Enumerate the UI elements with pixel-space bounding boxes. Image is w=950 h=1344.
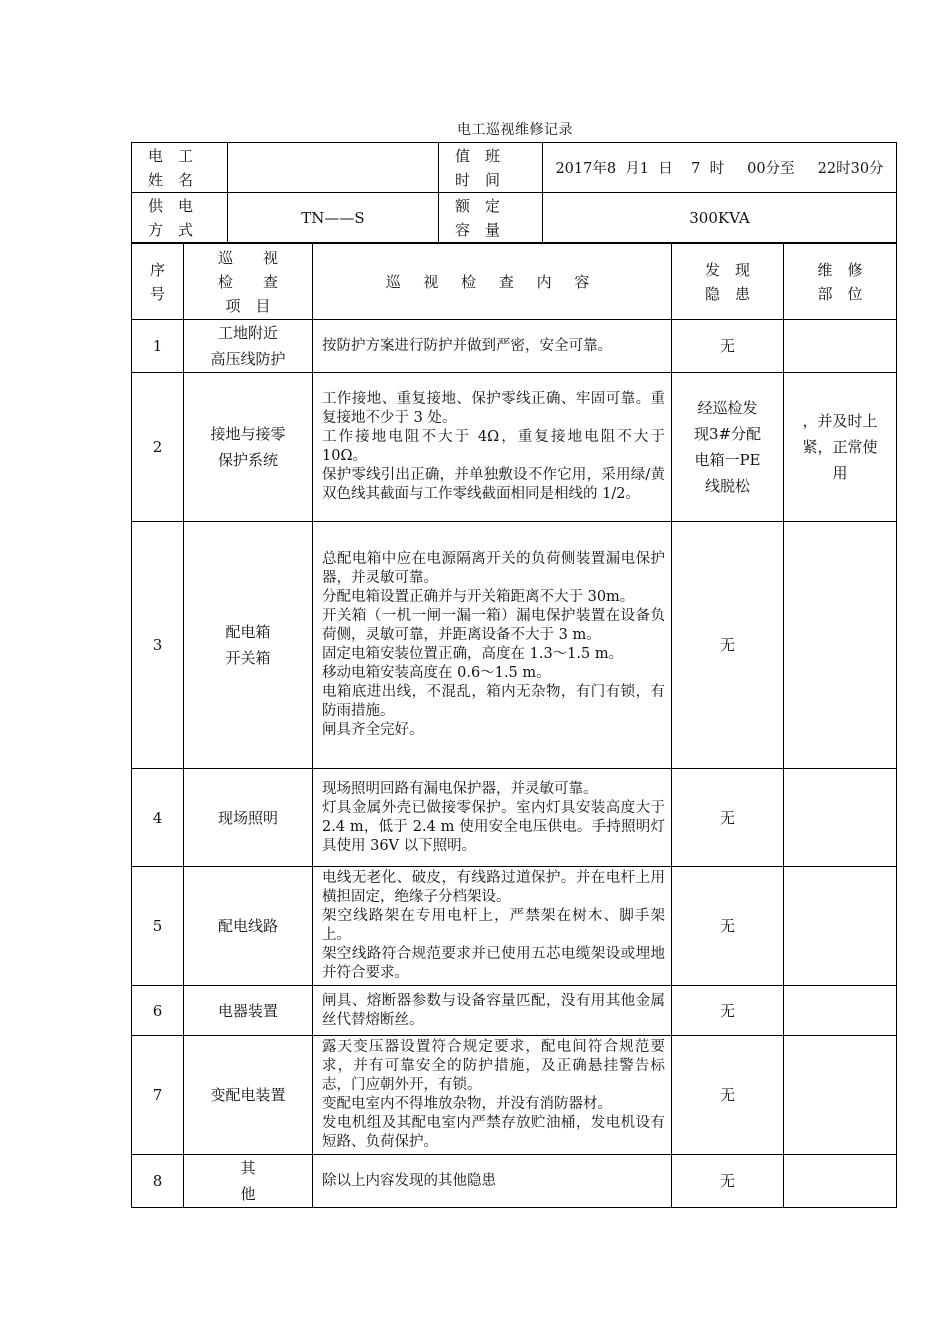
inspection-item: 其 他 (184, 1155, 313, 1208)
row-number: 2 (132, 373, 184, 522)
hazard-found[interactable]: 无 (672, 320, 784, 373)
inspection-content: 闸具、熔断器参数与设备容量匹配，没有用其他金属丝代替熔断丝。 (313, 986, 672, 1036)
inspection-item: 配电线路 (184, 867, 313, 986)
col-content-header: 巡 视 检 查 内 容 (313, 244, 672, 320)
inspection-content: 按防护方案进行防护并做到严密，安全可靠。 (313, 320, 672, 373)
inspection-item: 现场照明 (184, 769, 313, 867)
repair-location[interactable] (784, 320, 897, 373)
col-repair-header: 维 修 部 位 (784, 244, 897, 320)
table-row (132, 373, 897, 522)
inspection-content: 电线无老化、破皮，有线路过道保护。并在电杆上用横担固定，绝缘子分档架设。 架空线路架在专用电杆上，严禁架在树木、脚手架上。 架空线路符合规范要求并已使用五芯电缆架设或埋地并符合要求。 (313, 867, 672, 986)
row-number: 1 (132, 320, 184, 373)
page-title: 电工巡视维修记录 (457, 122, 573, 138)
repair-location[interactable] (784, 986, 897, 1036)
duty-time-value[interactable]: 2017年8 月1 日 7 时 00分至 22时30分 (543, 143, 897, 193)
hazard-found[interactable]: 无 (672, 769, 784, 867)
column-header-row (132, 244, 897, 320)
inspection-item: 电器装置 (184, 986, 313, 1036)
repair-location[interactable] (784, 1036, 897, 1155)
supply-method-label: 供 电 方 式 (132, 193, 228, 243)
inspection-content: 工作接地、重复接地、保护零线正确、牢固可靠。重复接地不少于 3 处。 工作接地电阻不大于 4Ω，重复接地电阻不大于 10Ω。 保护零线引出正确，并单独敷设不作它用，采用绿/黄双色线其截面与工作零线截面相同是相线的 1/2。 (313, 373, 672, 522)
row-number: 8 (132, 1155, 184, 1208)
repair-location[interactable] (784, 1155, 897, 1208)
hazard-found[interactable]: 无 (672, 986, 784, 1036)
supply-method-value[interactable]: TN——S (228, 193, 439, 243)
capacity-value[interactable]: 300KVA (543, 193, 897, 243)
inspection-content: 现场照明回路有漏电保护器，并灵敏可靠。 灯具金属外壳已做接零保护。室内灯具安装高度大于 2.4 m，低于 2.4 m 使用安全电压供电。手持照明灯具使用 36V 以下照明。 (313, 769, 672, 867)
electrician-name-field[interactable] (228, 143, 439, 193)
table-row (132, 867, 897, 986)
table-row (132, 1155, 897, 1208)
inspection-content: 总配电箱中应在电源隔离开关的负荷侧装置漏电保护器，并灵敏可靠。 分配电箱设置正确并与开关箱距离不大于 30m。 开关箱（一机一闸一漏一箱）漏电保护装置在设备负荷侧，灵敏可靠，并距离设备不大于 3 m。 固定电箱安装位置正确，高度在 1.3～1.5 m。 移动电箱安装高度在 0.6～1.5 m。 电箱底进出线，不混乱，箱内无杂物，有门有锁，有防雨措施。 闸具齐全完好。 (313, 522, 672, 769)
table-row (132, 986, 897, 1036)
hazard-found[interactable]: 无 (672, 1036, 784, 1155)
hazard-found[interactable]: 无 (672, 867, 784, 986)
row-number: 3 (132, 522, 184, 769)
electrician-label: 电 工 姓 名 (132, 143, 228, 193)
repair-location[interactable] (784, 522, 897, 769)
inspection-table (131, 243, 897, 1208)
inspection-item: 配电箱 开关箱 (184, 522, 313, 769)
row-number: 7 (132, 1036, 184, 1155)
col-seq-header: 序 号 (132, 244, 184, 320)
capacity-label: 额 定 容 量 (439, 193, 543, 243)
col-item-header: 巡 视 检 查 项 目 (184, 244, 313, 320)
row-number: 4 (132, 769, 184, 867)
col-hazard-header: 发 现 隐 患 (672, 244, 784, 320)
inspection-item: 变配电装置 (184, 1036, 313, 1155)
table-row (132, 522, 897, 769)
table-row (132, 320, 897, 373)
row-number: 6 (132, 986, 184, 1036)
inspection-content: 除以上内容发现的其他隐患 (313, 1155, 672, 1208)
hazard-found[interactable]: 经巡检发 现3#分配 电箱一PE 线脱松 (672, 373, 784, 522)
header-table (131, 142, 897, 243)
hazard-found[interactable]: 无 (672, 1155, 784, 1208)
table-row (132, 769, 897, 867)
repair-location[interactable] (784, 769, 897, 867)
repair-location[interactable] (784, 867, 897, 986)
duty-time-label: 值 班 时 间 (439, 143, 543, 193)
hazard-found[interactable]: 无 (672, 522, 784, 769)
row-number: 5 (132, 867, 184, 986)
table-row (132, 1036, 897, 1155)
repair-location[interactable]: ，并及时上 紧，正常使 用 (784, 373, 897, 522)
inspection-item: 接地与接零 保护系统 (184, 373, 313, 522)
inspection-item: 工地附近 高压线防护 (184, 320, 313, 373)
inspection-content: 露天变压器设置符合规定要求，配电间符合规范要求，并有可靠安全的防护措施，及正确悬挂警告标志，门应朝外开，有锁。 变配电室内不得堆放杂物，并没有消防器材。 发电机组及其配电室内严禁存放贮油桶，发电机设有短路、负荷保护。 (313, 1036, 672, 1155)
